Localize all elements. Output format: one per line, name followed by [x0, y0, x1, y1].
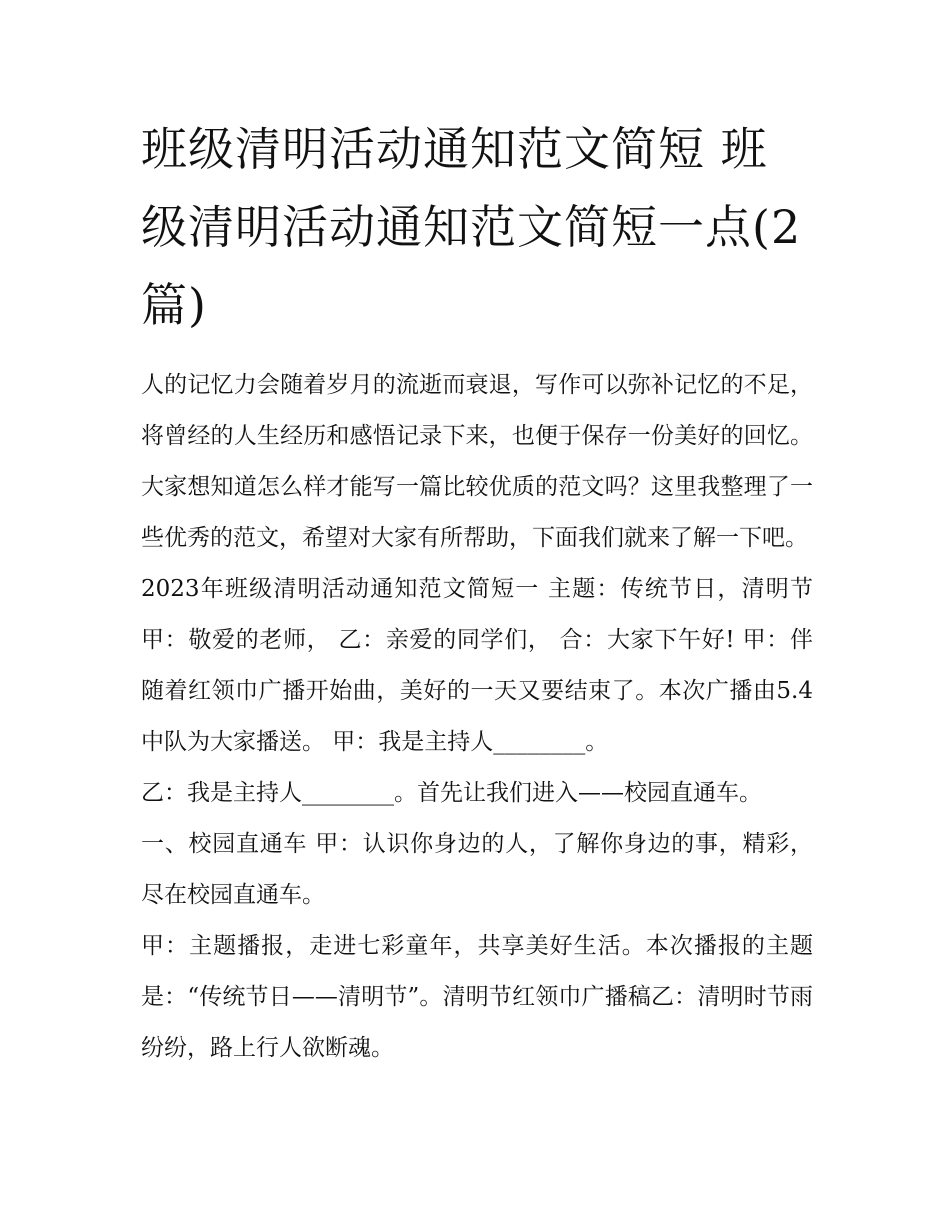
paragraph-campus-express: 一、校园直通车 甲：认识你身边的人，了解你身边的事，精彩，尽在校园直通车。: [141, 831, 813, 908]
paragraph-theme-broadcast: 甲：主题播报，走进七彩童年，共享美好生活。本次播报的主题是：“传统节日——清明节”。清明节红领巾广播稿乙：清明时节雨纷纷，路上行人欲断魂。: [141, 933, 813, 1061]
paragraph-opening: 2023年班级清明活动通知范文简短一 主题：传统节日，清明节 甲：敬爱的老师， 乙：亲爱的同学们， 合：大家下午好! 甲：伴随着红领巾广播开始曲，美好的一天又要结束了。本次广播由5.4中队为大家播送。 甲：我是主持人________。: [141, 576, 813, 755]
document-page: [141, 110, 813, 1074]
paragraph-intro: 人的记忆力会随着岁月的流逝而衰退，写作可以弥补记忆的不足，将曾经的人生经历和感悟记录下来，也便于保存一份美好的回忆。大家想知道怎么样才能写一篇比较优质的范文吗？这里我整理了一些优秀的范文，希望对大家有所帮助，下面我们就来了解一下吧。: [141, 372, 813, 551]
document-title: 班级清明活动通知范文简短 班级清明活动通知范文简短一点(2篇): [141, 122, 802, 332]
paragraph-host-yi: 乙：我是主持人________。首先让我们进入——校园直通车。: [141, 780, 762, 806]
